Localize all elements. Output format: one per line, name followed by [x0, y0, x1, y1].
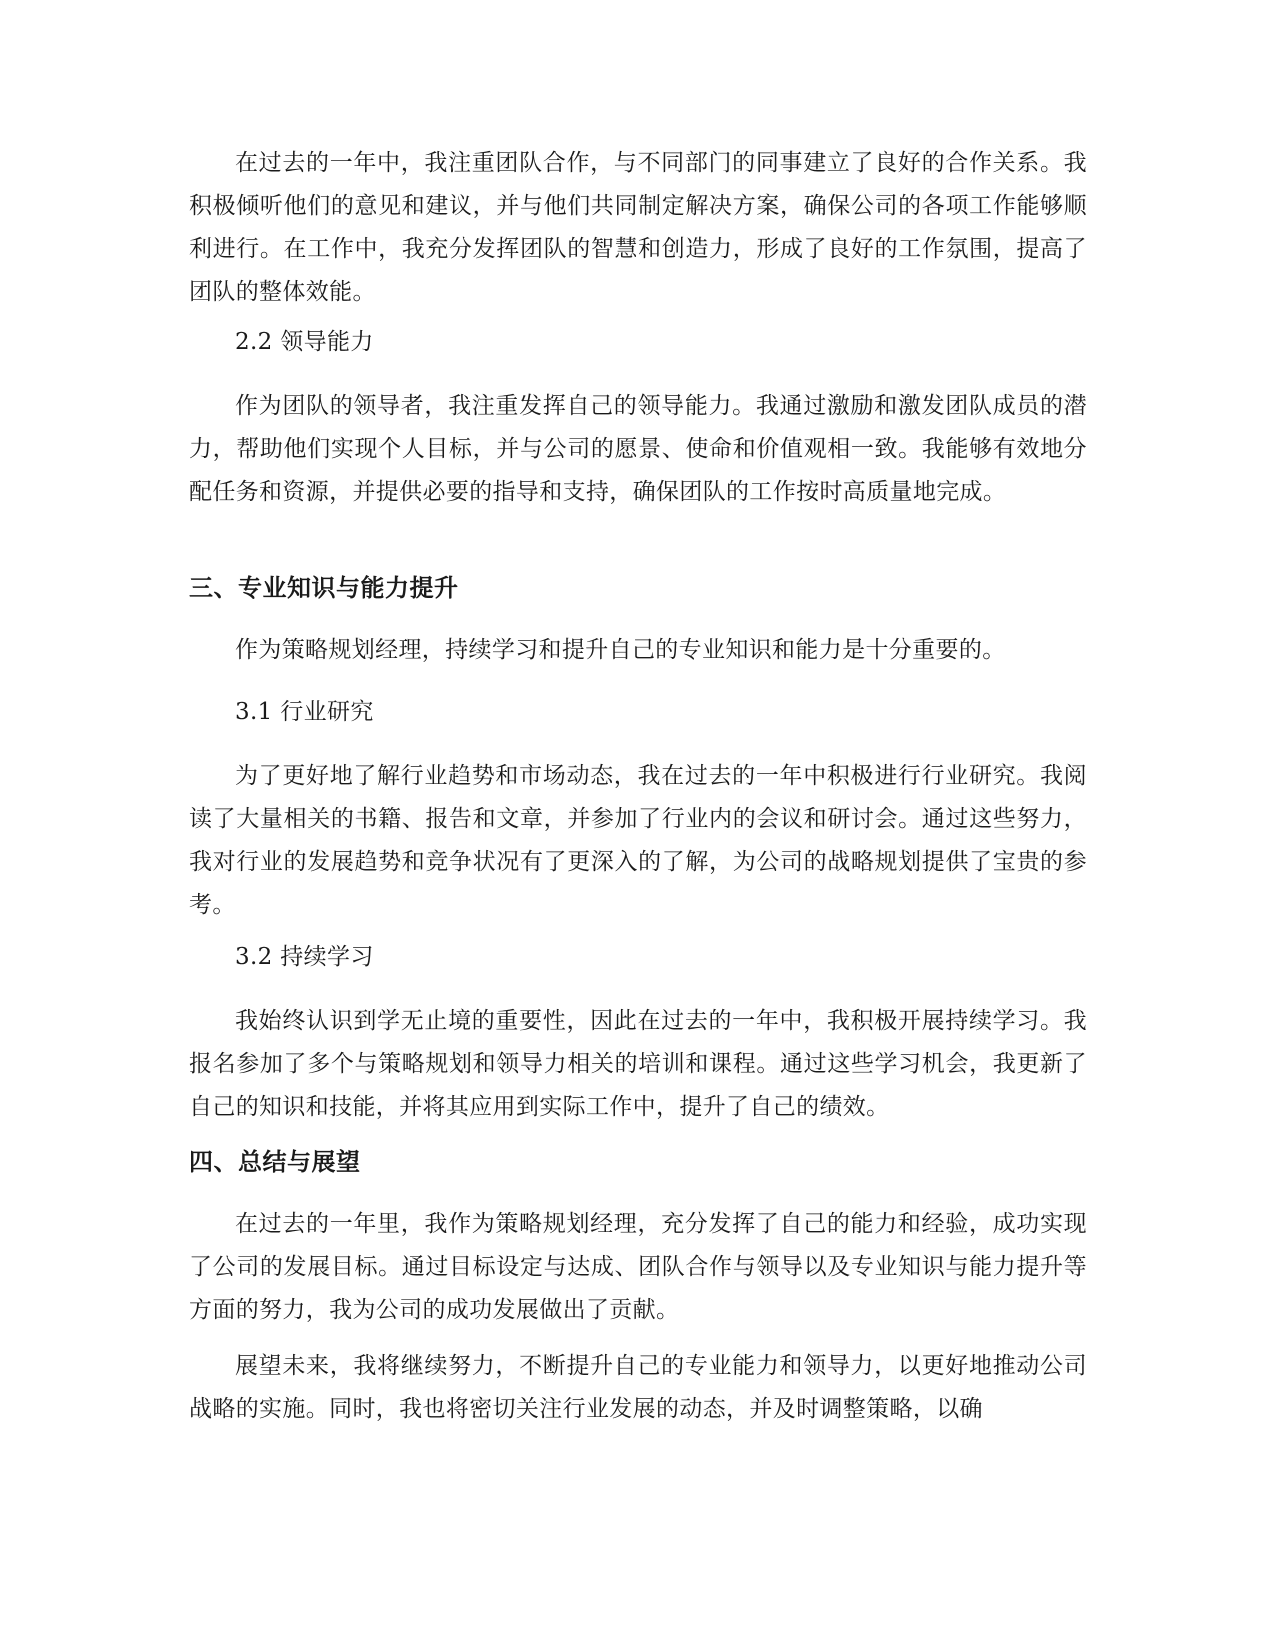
paragraph-industry-research: 为了更好地了解行业趋势和市场动态，我在过去的一年中积极进行行业研究。我阅读了大量相关的书籍、报告和文章，并参加了行业内的会议和研讨会。通过这些努力，我对行业的发展趋势和竞争状况有了更深入的了解，为公司的战略规划提供了宝贵的参考。: [189, 763, 1087, 918]
paragraph-outlook: 展望未来，我将继续努力，不断提升自己的专业能力和领导力，以更好地推动公司战略的实施。同时，我也将密切关注行业发展的动态，并及时调整策略，以确: [189, 1353, 1087, 1422]
subheading-industry-research: 3.1 行业研究: [235, 699, 374, 725]
subheading-continuous-learning: 3.2 持续学习: [235, 944, 374, 970]
section-heading-professional-skills: 三、专业知识与能力提升: [189, 574, 459, 602]
subheading-leadership: 2.2 领导能力: [235, 329, 374, 355]
paragraph-team-cooperation: 在过去的一年中，我注重团队合作，与不同部门的同事建立了良好的合作关系。我积极倾听他们的意见和建议，并与他们共同制定解决方案，确保公司的各项工作能够顺利进行。在工作中，我充分发挥团队的智慧和创造力，形成了良好的工作氛围，提高了团队的整体效能。: [189, 150, 1087, 305]
paragraph-continuous-learning: 我始终认识到学无止境的重要性，因此在过去的一年中，我积极开展持续学习。我报名参加了多个与策略规划和领导力相关的培训和课程。通过这些学习机会，我更新了自己的知识和技能，并将其应用到实际工作中，提升了自己的绩效。: [189, 1008, 1087, 1120]
paragraph-skills-intro: 作为策略规划经理，持续学习和提升自己的专业知识和能力是十分重要的。: [235, 637, 1006, 663]
paragraph-leadership: 作为团队的领导者，我注重发挥自己的领导能力。我通过激励和激发团队成员的潜力，帮助他们实现个人目标，并与公司的愿景、使命和价值观相一致。我能够有效地分配任务和资源，并提供必要的指导和支持，确保团队的工作按时高质量地完成。: [189, 393, 1087, 505]
section-heading-summary: 四、总结与展望: [189, 1148, 361, 1176]
paragraph-summary: 在过去的一年里，我作为策略规划经理，充分发挥了自己的能力和经验，成功实现了公司的发展目标。通过目标设定与达成、团队合作与领导以及专业知识与能力提升等方面的努力，我为公司的成功发展做出了贡献。: [189, 1211, 1087, 1323]
